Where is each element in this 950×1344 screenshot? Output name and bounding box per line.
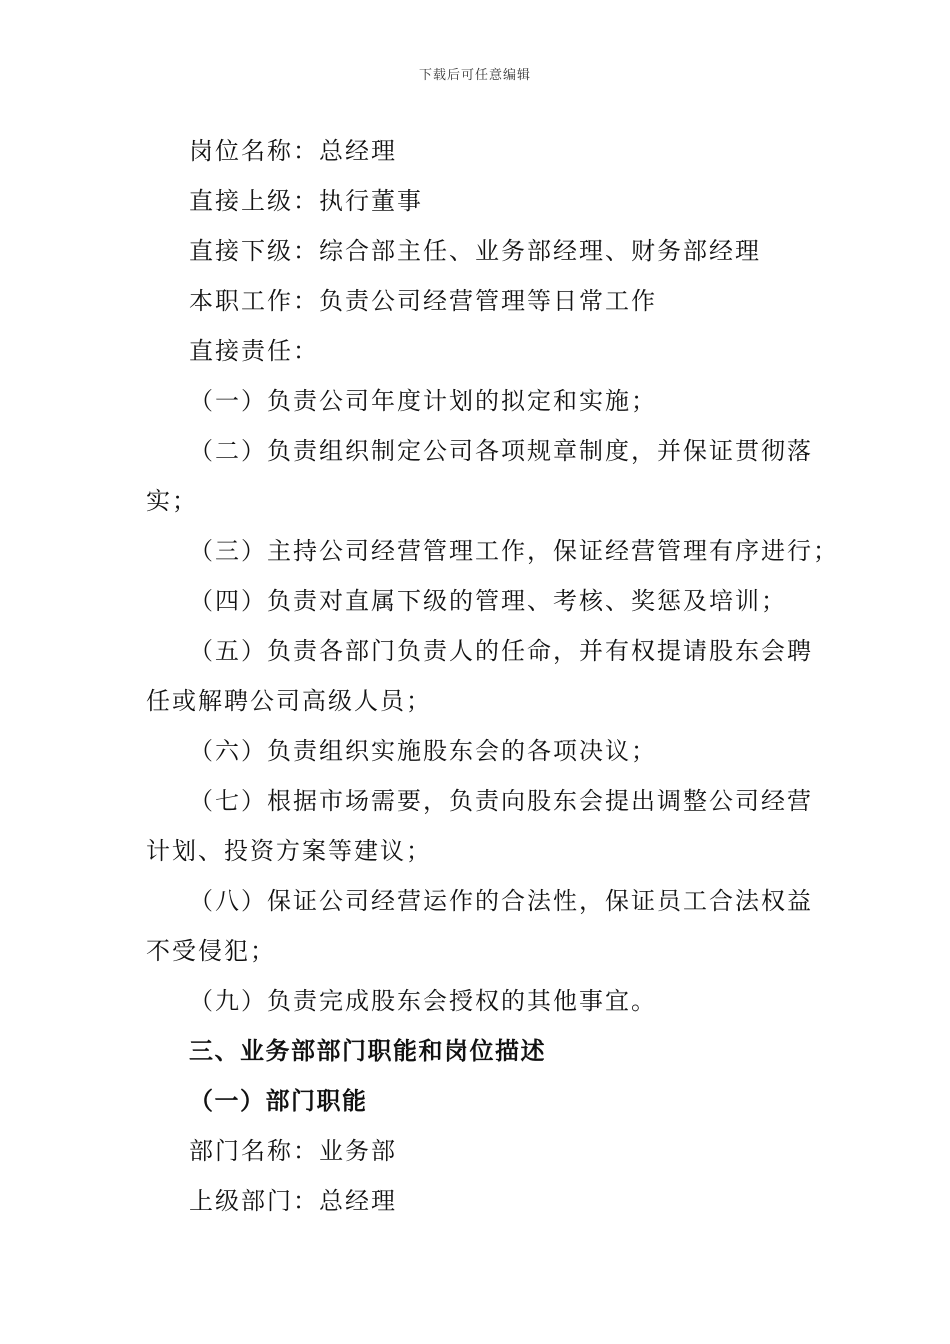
position-name-line: 岗位名称：总经理 — [189, 137, 397, 165]
superior-department-line: 上级部门：总经理 — [189, 1187, 397, 1215]
direct-superior-line: 直接上级：执行董事 — [189, 187, 423, 215]
responsibility-item-2-continued: 实； — [146, 487, 198, 515]
responsibility-item-5-continued: 任或解聘公司高级人员； — [146, 687, 432, 715]
responsibility-item-8-continued: 不受侵犯； — [146, 937, 276, 965]
job-duty-line: 本职工作：负责公司经营管理等日常工作 — [189, 287, 657, 315]
responsibility-item-7-continued: 计划、投资方案等建议； — [146, 837, 432, 865]
document-body — [146, 126, 839, 1226]
responsibility-item-1: （一）负责公司年度计划的拟定和实施； — [189, 387, 657, 415]
department-name-line: 部门名称：业务部 — [189, 1137, 397, 1165]
page-header: 下载后可任意编辑 — [418, 68, 531, 83]
responsibility-item-3: （三）主持公司经营管理工作，保证经营管理有序进行； — [189, 537, 839, 565]
direct-subordinates-line: 直接下级：综合部主任、业务部经理、财务部经理 — [189, 237, 761, 265]
direct-responsibility-heading: 直接责任： — [189, 337, 319, 365]
responsibility-item-7: （七）根据市场需要，负责向股东会提出调整公司经营 — [189, 787, 813, 815]
responsibility-item-9: （九）负责完成股东会授权的其他事宜。 — [189, 987, 657, 1015]
responsibility-item-5: （五）负责各部门负责人的任命，并有权提请股东会聘 — [189, 637, 813, 665]
responsibility-item-4: （四）负责对直属下级的管理、考核、奖惩及培训； — [189, 587, 787, 615]
section-heading: 三、业务部部门职能和岗位描述 — [189, 1036, 546, 1065]
responsibility-item-6: （六）负责组织实施股东会的各项决议； — [189, 737, 657, 765]
responsibility-item-8: （八）保证公司经营运作的合法性，保证员工合法权益 — [189, 887, 813, 915]
subsection-heading: （一）部门职能 — [189, 1086, 368, 1115]
responsibility-item-2: （二）负责组织制定公司各项规章制度，并保证贯彻落 — [189, 437, 813, 465]
